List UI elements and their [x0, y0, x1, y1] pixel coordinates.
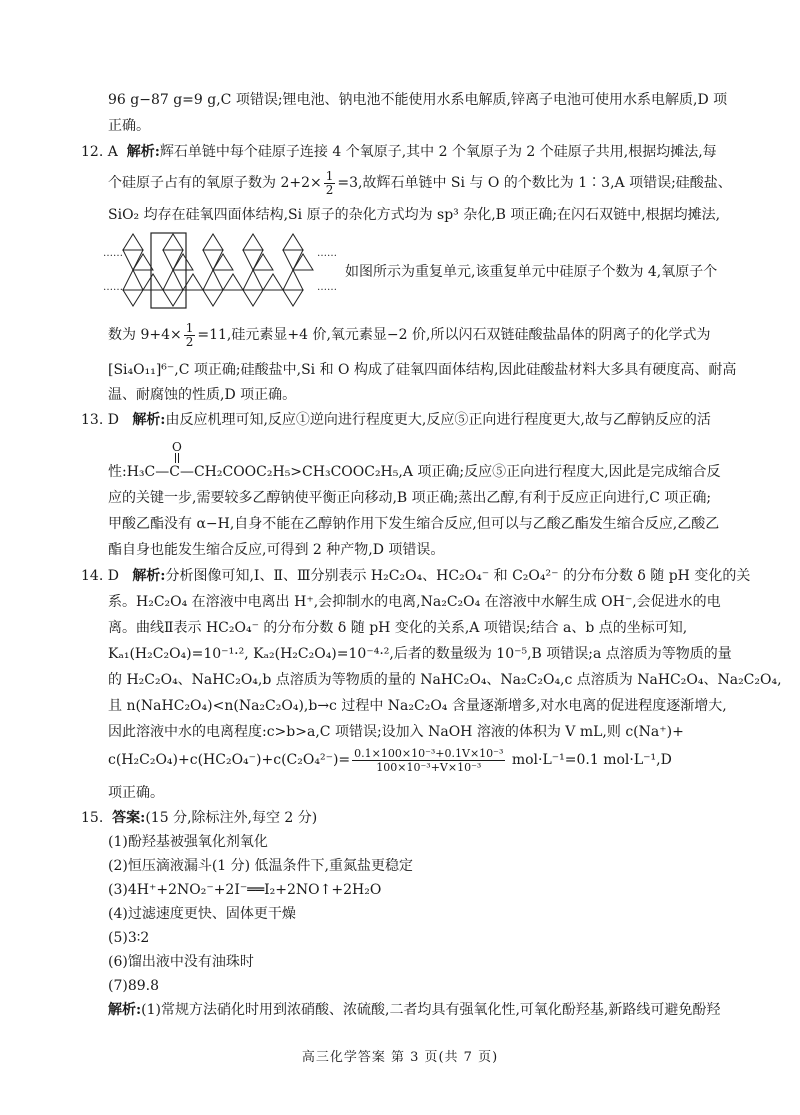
q15-explain-text: (1)常规方法硝化时用到浓硝酸、浓硫酸,二者均具有强氧化性,可氧化酚羟基,新路线可避免酚羟 — [141, 1002, 721, 1018]
q12-line-7: 温、耐腐蚀的性质,D 项正确。 — [108, 387, 297, 403]
q13-label: 解析: — [132, 412, 166, 428]
concentration-fraction: $\frac{\text{0.1×100×10⁻³+0.1V×10⁻³}}{\text{100×10⁻³+V×10⁻³}}$ — [354, 746, 504, 774]
q12-text-5a: 数为 9+4× — [108, 327, 182, 343]
q12-text-5b: =11,硅元素显+4 价,氧元素显−2 价,所以闪石双链硅酸盐晶体的阴离子的化学式为 — [197, 327, 711, 343]
q15-answer-note: (15 分,除标注外,每空 2 分) — [145, 810, 318, 826]
q12-label: 解析: — [126, 144, 160, 160]
q13-line-3: 应的关键一步,需要较多乙醇钠使平衡正向移动,B 项正确;蒸出乙醇,有利于反应正向进行,C 项正确; — [108, 490, 712, 506]
q11-line-1: 96 g−87 g=9 g,C 项错误;锂电池、钠电池不能使用水系电解质,锌离子电池可使用水系电解质,D 项 — [108, 92, 728, 108]
q15-answer-2: (2)恒压滴液漏斗(1 分) 低温条件下,重氮盐更稳定 — [108, 858, 414, 874]
q15-answer-7: (7)89.8 — [108, 978, 160, 994]
q14-text-8b: mol·L⁻¹=0.1 mol·L⁻¹,D — [511, 752, 672, 768]
q14-label: 解析: — [132, 568, 166, 584]
q15-line-1 — [81, 808, 317, 828]
q14-text-1: 分析图像可知,Ⅰ、Ⅱ、Ⅲ分别表示 H₂C₂O₄、HC₂O₄⁻ 和 C₂O₄²⁻ 的分布分数 δ 随 pH 变化的关 — [165, 568, 751, 584]
diagram-dots-top-left: …… — [103, 248, 123, 259]
q15-answer-3: (3)4H⁺+2NO₂⁻+2I⁻══I₂+2NO↑+2H₂O — [108, 882, 382, 898]
q15-answer-6: (6)馏出液中没有油珠时 — [108, 954, 254, 970]
fraction-half-2: $\frac{1}{2}$ — [185, 320, 194, 349]
q13-line-5: 酯自身也能发生缩合反应,可得到 2 种产物,D 项错误。 — [108, 542, 445, 558]
fraction-half: $\frac{1}{2}$ — [325, 168, 334, 197]
q14-line-5: 的 H₂C₂O₄、NaHC₂O₄,b 点溶质为等物质的量的 NaHC₂O₄、Na₂C₂O₄,c 点溶质为 NaHC₂O₄、Na₂C₂O₄, — [108, 672, 782, 688]
diagram-dots-top-right: …… — [317, 248, 337, 259]
diagram-dots-bottom-left: …… — [103, 282, 123, 293]
q12-text-2a: 个硅原子占有的氧原子数为 2+2× — [108, 175, 322, 191]
q15-explain-label: 解析: — [108, 1002, 142, 1018]
q13-number: 13. D — [81, 412, 119, 428]
q12-text-2b: =3,故辉石单链中 Si 与 O 的个数比为 1∶3,A 项错误;硅酸盐、 — [337, 175, 732, 191]
q15-answer-5: (5)3∶2 — [108, 930, 150, 946]
q14-line-3: 离。曲线Ⅱ表示 HC₂O₄⁻ 的分布分数 δ 随 pH 变化的关系,A 项错误;结合 a、b 点的坐标可知, — [108, 620, 688, 636]
q15-explanation — [108, 1000, 720, 1020]
q14-text-8a: c(H₂C₂O₄)+c(HC₂O₄⁻)+c(C₂O₄²⁻)= — [108, 752, 351, 768]
q14-number: 14. D — [81, 568, 119, 584]
carbonyl-oxygen: O — [172, 440, 182, 454]
q15-answer-label: 答案: — [112, 810, 146, 826]
q14-line-7: 因此溶液中水的电离程度:c>b>a,C 项错误;设加入 NaOH 溶液的体积为 V mL,则 c(Na⁺)+ — [108, 724, 684, 740]
q13-text-1: 由反应机理可知,反应①逆向进行程度更大,反应⑤正向进行程度更大,故与乙醇钠反应的活 — [165, 412, 711, 428]
q12-line-2 — [108, 168, 732, 198]
q14-line-9: 项正确。 — [108, 785, 164, 801]
q14-line-4: Kₐ₁(H₂C₂O₄)=10⁻¹·², Kₐ₂(H₂C₂O₄)=10⁻⁴·²,后者的数量级为 10⁻⁵,B 项错误;a 点溶质为等物质的量 — [108, 646, 732, 662]
q14-line-8 — [108, 743, 672, 777]
q15-answer-4: (4)过滤速度更快、固体更干燥 — [108, 906, 296, 922]
q13-line-4: 甲酸乙酯没有 α−H,自身不能在乙醇钠作用下发生缩合反应,但可以与乙酸乙酯发生缩合反应,乙酸乙 — [108, 516, 720, 532]
q14-line-1 — [81, 566, 750, 586]
q13-line-2: 性:H₃C—C—CH₂COOC₂H₅>CH₃COOC₂H₅,A 项正确;反应⑤正向进行程度大,因此是完成缩合反 — [108, 464, 721, 480]
q12-text-1: 辉石单链中每个硅原子连接 4 个氧原子,其中 2 个氧原子为 2 个硅原子共用,根据均摊法,每 — [159, 144, 717, 160]
q12-line-5 — [108, 320, 710, 350]
page-footer: 高三化学答案 第 3 页(共 7 页) — [301, 1050, 499, 1065]
q13-line-1 — [81, 410, 711, 430]
q14-line-6: 且 n(NaHC₂O₄)<n(Na₂C₂O₄),b→c 过程中 Na₂C₂O₄ 含量逐渐增多,对水电离的促进程度逐渐增大, — [108, 698, 727, 714]
q15-answer-1: (1)酚羟基被强氧化剂氧化 — [108, 834, 268, 850]
q15-number: 15. — [81, 810, 104, 826]
q12-line-1 — [81, 142, 717, 162]
diagram-dots-bottom-right: …… — [317, 282, 337, 293]
q12-line-6: [Si₄O₁₁]⁶⁻,C 项正确;硅酸盐中,Si 和 O 构成了硅氧四面体结构,因此硅酸盐材料大多具有硬度高、耐高 — [108, 362, 737, 378]
q12-line-3: SiO₂ 均存在硅氧四面体结构,Si 原子的杂化方式均为 sp³ 杂化,B 项正确;在闪石双链中,根据均摊法, — [108, 207, 721, 223]
double-chain-silicate-diagram — [103, 232, 343, 310]
q11-line-2: 正确。 — [108, 118, 150, 134]
q14-line-2: 系。H₂C₂O₄ 在溶液中电离出 H⁺,会抑制水的电离,Na₂C₂O₄ 在溶液中水解生成 OH⁻,会促进水的电 — [108, 594, 721, 610]
q12-line-4: 如图所示为重复单元,该重复单元中硅原子个数为 4,氧原子个 — [345, 264, 718, 280]
q12-number: 12. A — [81, 144, 118, 160]
